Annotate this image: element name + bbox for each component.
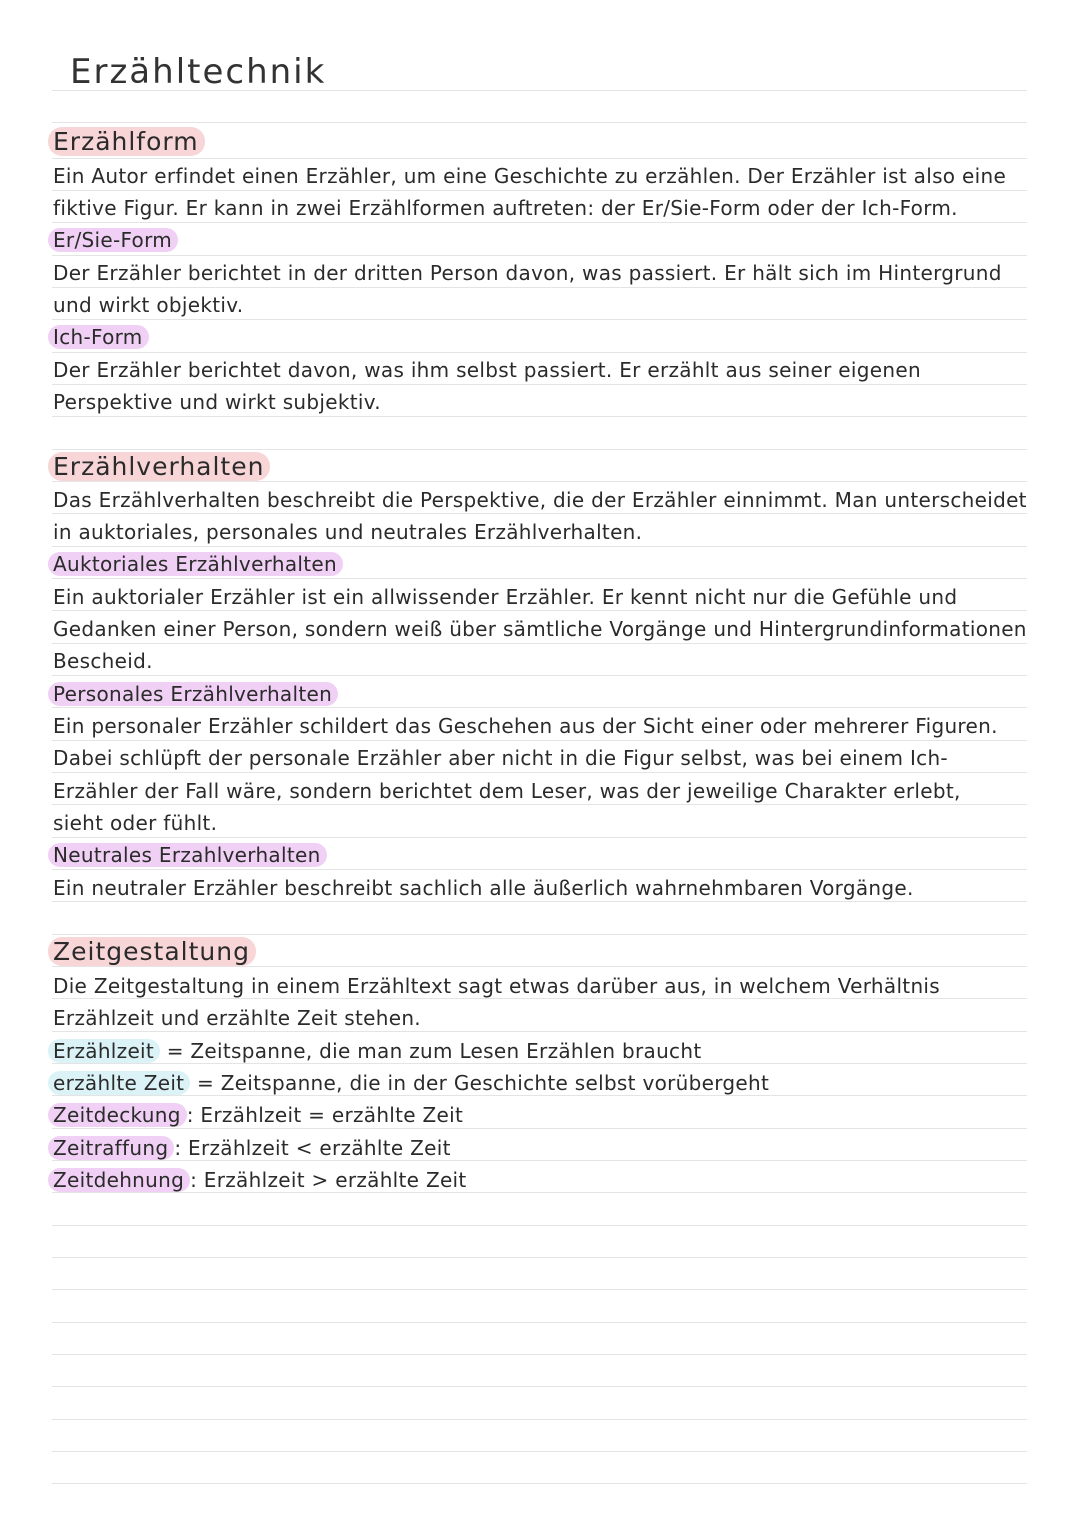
term-heading-er-sie-form	[53, 226, 178, 254]
rule-line	[52, 1386, 1027, 1387]
body-line: Die Zeitgestaltung in einem Erzähltext sagt etwas darüber aus, in welchem Verhältnis	[53, 974, 941, 998]
term-heading-auktorial	[53, 550, 343, 578]
rule-line	[52, 158, 1027, 159]
definition-row	[53, 1101, 463, 1129]
rule-line	[52, 319, 1027, 320]
definition-row	[53, 1166, 467, 1194]
term-label: Er/Sie-Form	[48, 228, 178, 252]
term-label: Neutrales Erzahlverhalten	[48, 843, 327, 867]
section-heading-label: Zeitgestaltung	[48, 937, 256, 966]
definition-term: Erzählzeit	[48, 1039, 160, 1063]
rule-line	[52, 1225, 1027, 1226]
definition-row	[53, 1037, 701, 1065]
term-label: Ich-Form	[48, 325, 149, 349]
section-heading-erzaehlform	[53, 128, 205, 157]
body-line: Dabei schlüpft der personale Erzähler aber nicht in die Figur selbst, was bei einem Ich-	[53, 746, 948, 770]
rule-line	[52, 255, 1027, 256]
body-line: Der Erzähler berichtet in der dritten Person davon, was passiert. Er hält sich im Hintergrund	[53, 261, 1002, 285]
definition-text: : Erzählzeit = erzählte Zeit	[186, 1103, 464, 1127]
definition-row	[53, 1069, 769, 1097]
page-title: Erzähltechnik	[70, 52, 327, 92]
body-line: Erzählzeit und erzählte Zeit stehen.	[53, 1006, 421, 1030]
rule-line	[52, 384, 1027, 385]
rule-line	[52, 449, 1027, 450]
body-line: und wirkt objektiv.	[53, 293, 244, 317]
body-line: Der Erzähler berichtet davon, was ihm selbst passiert. Er erzählt aus seiner eigenen	[53, 358, 921, 382]
section-heading-label: Erzählform	[48, 127, 205, 156]
rule-line	[52, 287, 1027, 288]
term-heading-personal	[53, 680, 338, 708]
rule-line	[52, 934, 1027, 935]
definition-term: Zeitdehnung	[48, 1168, 190, 1192]
rule-line	[52, 643, 1027, 644]
term-label: Personales Erzählverhalten	[48, 682, 338, 706]
definition-text: : Erzählzeit > erzählte Zeit	[190, 1168, 467, 1192]
definition-text: = Zeitspanne, die in der Geschichte selbst vorübergeht	[190, 1071, 770, 1095]
rule-line	[52, 1354, 1027, 1355]
definition-text: = Zeitspanne, die man zum Lesen Erzählen braucht	[160, 1039, 702, 1063]
term-heading-ich-form	[53, 323, 149, 351]
rule-line	[52, 837, 1027, 838]
definition-term: erzählte Zeit	[48, 1071, 190, 1095]
rule-line	[52, 190, 1027, 191]
body-line: in auktoriales, personales und neutrales Erzählverhalten.	[53, 520, 643, 544]
body-line: Gedanken einer Person, sondern weiß über sämtliche Vorgänge und Hintergrundinformationen	[53, 617, 1027, 641]
body-line: fiktive Figur. Er kann in zwei Erzählformen auftreten: der Er/Sie-Form oder der Ich-Form.	[53, 196, 958, 220]
body-line: Das Erzählverhalten beschreibt die Perspektive, die der Erzähler einnimmt. Man unterscheidet	[53, 488, 1027, 512]
rule-line	[52, 352, 1027, 353]
definition-term: Zeitdeckung	[48, 1103, 187, 1127]
rule-line	[52, 869, 1027, 870]
body-line: Ein neutraler Erzähler beschreibt sachlich alle äußerlich wahrnehmbaren Vorgänge.	[53, 876, 914, 900]
rule-line	[52, 1451, 1027, 1452]
rule-line	[52, 222, 1027, 223]
rule-line	[52, 1483, 1027, 1484]
section-heading-erzaehlverhalten	[53, 453, 270, 482]
body-line: Ein auktorialer Erzähler ist ein allwissender Erzähler. Er kennt nicht nur die Gefühle und	[53, 585, 958, 609]
section-heading-label: Erzählverhalten	[48, 452, 270, 481]
rule-line	[52, 740, 1027, 741]
rule-line	[52, 675, 1027, 676]
rule-line	[52, 416, 1027, 417]
rule-line	[52, 546, 1027, 547]
body-line: Erzähler der Fall wäre, sondern berichtet dem Leser, was der jeweilige Charakter erlebt,	[53, 779, 961, 803]
rule-line	[52, 122, 1027, 123]
term-label: Auktoriales Erzählverhalten	[48, 552, 343, 576]
rule-line	[52, 1322, 1027, 1323]
section-heading-zeitgestaltung	[53, 938, 256, 967]
definition-row	[53, 1134, 451, 1162]
rule-line	[52, 772, 1027, 773]
body-line: Perspektive und wirkt subjektiv.	[53, 390, 381, 414]
rule-line	[52, 1419, 1027, 1420]
body-line: Bescheid.	[53, 649, 153, 673]
definition-text: : Erzählzeit < erzählte Zeit	[174, 1136, 451, 1160]
body-line: sieht oder fühlt.	[53, 811, 218, 835]
definition-term: Zeitraffung	[48, 1136, 174, 1160]
body-line: Ein personaler Erzähler schildert das Geschehen aus der Sicht einer oder mehrerer Figuren.	[53, 714, 998, 738]
rule-line	[52, 578, 1027, 579]
rule-line	[52, 1257, 1027, 1258]
body-line: Ein Autor erfindet einen Erzähler, um eine Geschichte zu erzählen. Der Erzähler ist also eine	[53, 164, 1007, 188]
term-heading-neutral	[53, 841, 327, 869]
rule-line	[52, 1289, 1027, 1290]
